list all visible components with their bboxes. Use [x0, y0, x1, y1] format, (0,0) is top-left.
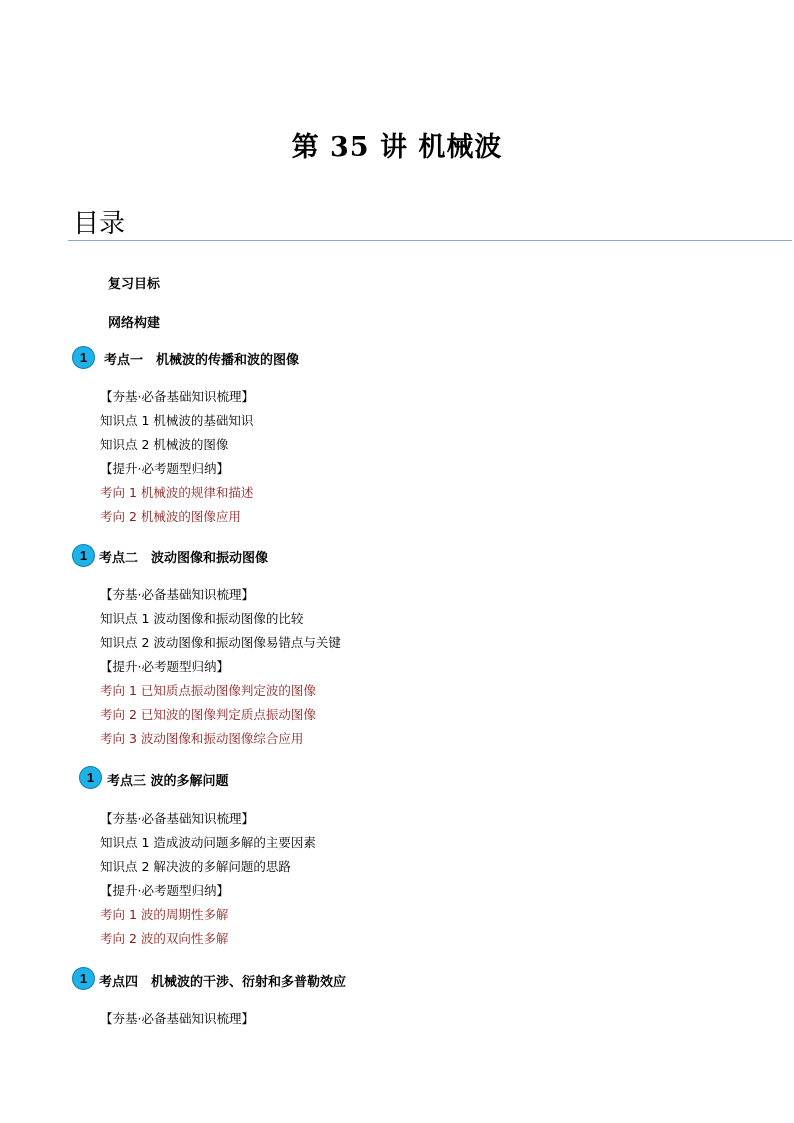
document-title: 第 35 讲 机械波: [291, 132, 503, 163]
toc-section-2[interactable]: 考点二 波动图像和振动图像: [99, 551, 269, 566]
toc-heading: 目录: [73, 209, 126, 239]
toc-direction-1-2[interactable]: 考向 2 机械波的图像应用: [100, 509, 241, 524]
toc-basic-1[interactable]: 【夯基·必备基础知识梳理】: [100, 389, 254, 404]
section-badge-icon: 1: [72, 544, 95, 567]
toc-divider: [68, 240, 792, 241]
toc-direction-1-1[interactable]: 考向 1 机械波的规律和描述: [100, 485, 254, 500]
section-badge-icon: 1: [79, 766, 102, 789]
toc-direction-2-1[interactable]: 考向 1 已知质点振动图像判定波的图像: [100, 683, 316, 698]
toc-improve-1[interactable]: 【提升·必考题型归纳】: [100, 461, 229, 476]
toc-review-goal[interactable]: 复习目标: [108, 277, 161, 292]
toc-basic-2[interactable]: 【夯基·必备基础知识梳理】: [100, 587, 254, 602]
toc-knowledge-2-2[interactable]: 知识点 2 波动图像和振动图像易错点与关键: [100, 635, 341, 650]
section-badge-icon: 1: [72, 967, 95, 990]
toc-section-1[interactable]: 考点一 机械波的传播和波的图像: [104, 353, 300, 368]
toc-direction-2-3[interactable]: 考向 3 波动图像和振动图像综合应用: [100, 731, 304, 746]
toc-knowledge-2-1[interactable]: 知识点 1 波动图像和振动图像的比较: [100, 611, 304, 626]
toc-basic-4[interactable]: 【夯基·必备基础知识梳理】: [100, 1011, 254, 1026]
toc-knowledge-1-1[interactable]: 知识点 1 机械波的基础知识: [100, 413, 254, 428]
toc-direction-3-1[interactable]: 考向 1 波的周期性多解: [100, 907, 229, 922]
toc-direction-2-2[interactable]: 考向 2 已知波的图像判定质点振动图像: [100, 707, 316, 722]
toc-direction-3-2[interactable]: 考向 2 波的双向性多解: [100, 931, 229, 946]
toc-section-4[interactable]: 考点四 机械波的干涉、衍射和多普勒效应: [99, 975, 347, 990]
toc-knowledge-3-1[interactable]: 知识点 1 造成波动问题多解的主要因素: [100, 835, 316, 850]
section-badge-icon: 1: [72, 346, 95, 369]
toc-network[interactable]: 网络构建: [108, 316, 161, 331]
toc-improve-2[interactable]: 【提升·必考题型归纳】: [100, 659, 229, 674]
toc-basic-3[interactable]: 【夯基·必备基础知识梳理】: [100, 811, 254, 826]
toc-knowledge-1-2[interactable]: 知识点 2 机械波的图像: [100, 437, 229, 452]
toc-section-3[interactable]: 考点三 波的多解问题: [107, 774, 229, 789]
toc-improve-3[interactable]: 【提升·必考题型归纳】: [100, 883, 229, 898]
toc-knowledge-3-2[interactable]: 知识点 2 解决波的多解问题的思路: [100, 859, 291, 874]
